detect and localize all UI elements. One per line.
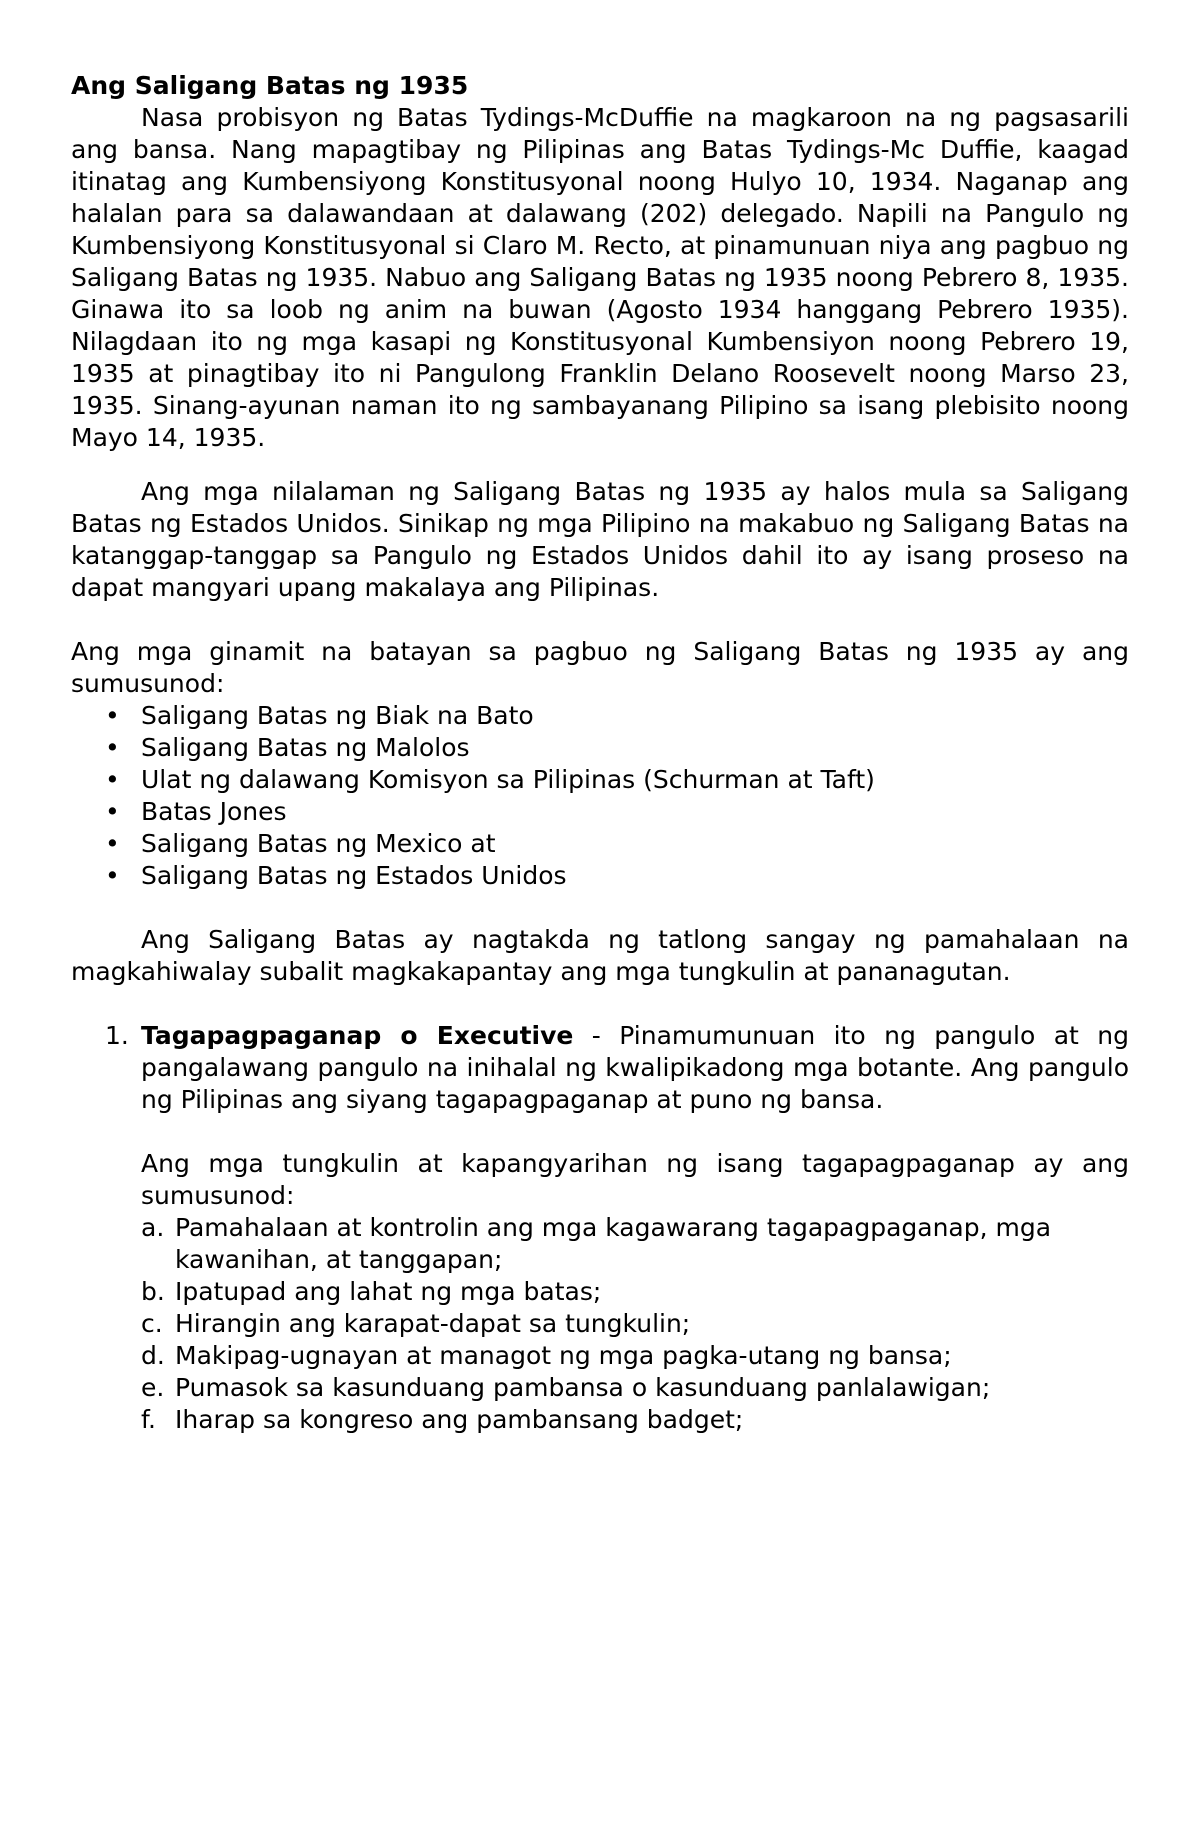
list-letter: d. (141, 1341, 165, 1370)
list-item-text: Saligang Batas ng Malolos (141, 733, 470, 762)
branch-number: 1. (105, 1021, 129, 1050)
list-letter: b. (141, 1277, 165, 1306)
list-item (71, 796, 1129, 828)
bullet-icon: • (105, 765, 120, 794)
list-letter: e. (141, 1373, 165, 1402)
bullet-icon: • (105, 861, 120, 890)
list-item (71, 732, 1129, 764)
list-item (141, 1212, 1129, 1276)
paragraph-contents: Ang mga nilalaman ng Saligang Batas ng 1935 ay halos mula sa Saligang Batas ng Estados Unidos. Sinikap ng mga Pilipino na makabuo ng Saligang Batas na katanggap-tanggap sa Pangulo ng Estados Unidos dahil ito ay isang proseso na dapat mangyari upang makalaya ang Pilipinas. (71, 477, 1129, 602)
list-item-text: Saligang Batas ng Mexico at (141, 829, 496, 858)
list-item (141, 1276, 1129, 1308)
list-item (71, 764, 1129, 796)
paragraph-history: Nasa probisyon ng Batas Tydings-McDuffie na magkaroon na ng pagsasarili ang bansa. Nang mapagtibay ng Pilipinas ang Batas Tydings-Mc Duffie, kaagad itinatag ang Kumbensiyong Konstitusyonal noong Hulyo 10, 1934. Naganap ang halalan para sa dalawandaan at dalawang (202) delegado. Napili na Pangulo ng Kumbensiyong Konstitusyonal si Claro M. Recto, at pinamunuan niya ang pagbuo ng Saligang Batas ng 1935. Nabuo ang Saligang Batas ng 1935 noong Pebrero 8, 1935. Ginawa ito sa loob ng anim na buwan (Agosto 1934 hanggang Pebrero 1935). Nilagdaan ito ng mga kasapi ng Konstitusyonal Kumbensiyon noong Pebrero 19, 1935 at pinagtibay ito ni Pangulong Franklin Delano Roosevelt noong Marso 23, 1935. Sinang-ayunan naman ito ng sambayanang Pilipino sa isang plebisito noong Mayo 14, 1935. (71, 103, 1129, 452)
list-item-text: Saligang Batas ng Estados Unidos (141, 861, 567, 890)
list-letter: f. (141, 1405, 156, 1434)
list-item-text: Ulat ng dalawang Komisyon sa Pilipinas (Schurman at Taft) (141, 765, 875, 794)
list-letter: c. (141, 1309, 163, 1338)
bullet-icon: • (105, 701, 120, 730)
bullet-icon: • (105, 829, 120, 858)
bases-list (71, 700, 1129, 892)
duties-list (71, 1212, 1129, 1436)
branch-description: - Pinamumunuan ito ng pangulo at ng pangalawang pangulo na inihalal ng kwalipikadong mga botante. Ang pangulo ng Pilipinas ang siyang tagapagpaganap at puno ng bansa. (141, 1021, 1129, 1114)
list-item (71, 700, 1129, 732)
list-letter: a. (141, 1213, 165, 1242)
list-item-text: Saligang Batas ng Biak na Bato (141, 701, 534, 730)
list-item (71, 860, 1129, 892)
list-item-text: Iharap sa kongreso ang pambansang badget; (175, 1405, 744, 1434)
list-item-text: Ipatupad ang lahat ng mga batas; (175, 1277, 602, 1306)
list-item (141, 1340, 1129, 1372)
bullet-icon: • (105, 797, 120, 826)
list-item-text: Makipag-ugnayan at managot ng mga pagka-utang ng bansa; (175, 1341, 952, 1370)
list-item-text: Pumasok sa kasunduang pambansa o kasunduang panlalawigan; (175, 1373, 991, 1402)
list-item-text: Hirangin ang karapat-dapat sa tungkulin; (175, 1309, 691, 1338)
list-item-text: Pamahalaan at kontrolin ang mga kagawarang tagapagpaganap, mga kawanihan, at tanggapan; (175, 1213, 1052, 1274)
duties-intro: Ang mga tungkulin at kapangyarihan ng isang tagapagpaganap ay ang sumusunod: (141, 1149, 1129, 1210)
paragraph-branches: Ang Saligang Batas ay nagtakda ng tatlong sangay ng pamahalaan na magkahiwalay subalit magkakapantay ang mga tungkulin at pananagutan. (71, 925, 1129, 986)
list-item (141, 1308, 1129, 1340)
bullet-icon: • (105, 733, 120, 762)
paragraph-bases-intro: Ang mga ginamit na batayan sa pagbuo ng Saligang Batas ng 1935 ay ang sumusunod: (71, 637, 1129, 698)
branch-name: Tagapagpaganap o Executive (141, 1021, 574, 1050)
list-item-text: Batas Jones (141, 797, 287, 826)
document-page (71, 70, 1129, 1436)
document-title: Ang Saligang Batas ng 1935 (71, 71, 469, 100)
branch-executive (71, 1020, 1129, 1116)
list-item (71, 828, 1129, 860)
list-item (141, 1404, 1129, 1436)
list-item (141, 1372, 1129, 1404)
